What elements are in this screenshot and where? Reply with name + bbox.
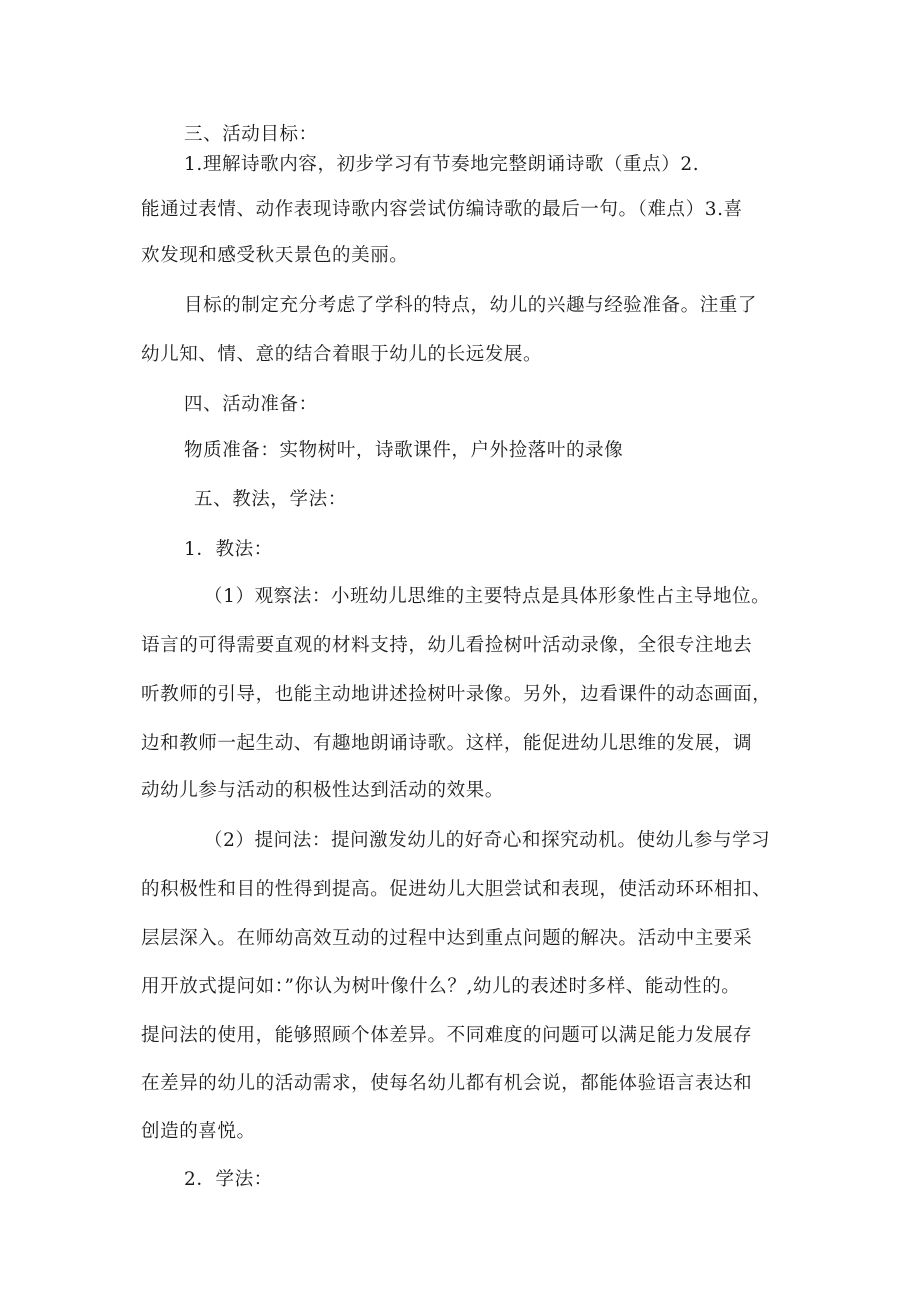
subheading-teaching-method: 1．教法： <box>184 539 273 560</box>
questioning-line-3: 层层深入。在师幼高效互动的过程中达到重点问题的解决。活动中主要采 <box>141 928 753 949</box>
goal-paragraph-line-2: 幼儿知、情、意的结合着眼于幼儿的长远发展。 <box>141 344 543 365</box>
observation-line-4: 边和教师一起生动、有趣地朗诵诗歌。这样，能促进幼儿思维的发展，调 <box>141 733 753 754</box>
observation-line-3: 听教师的引导，也能主动地讲述捡树叶录像。另外，边看课件的动态画面， <box>141 684 772 705</box>
section-heading-preparation: 四、活动准备： <box>184 394 318 415</box>
section-heading-goals: 三、活动目标： <box>184 124 318 145</box>
questioning-line-5: 提问法的使用，能够照顾个体差异。不同难度的问题可以满足能力发展存 <box>141 1025 753 1046</box>
goal-paragraph-line-1: 目标的制定充分考虑了学科的特点，幼儿的兴趣与经验准备。注重了 <box>184 295 758 316</box>
questioning-line-2: 的积极性和目的性得到提高。促进幼儿大胆尝试和表现，使活动环环相扣、 <box>141 879 772 900</box>
preparation-line: 物质准备：实物树叶，诗歌课件，户外捡落叶的录像 <box>184 440 624 461</box>
observation-line-1: （1）观察法：小班幼儿思维的主要特点是具体形象性占主导地位。 <box>204 586 771 607</box>
questioning-line-6: 在差异的幼儿的活动需求，使每名幼儿都有机会说，都能体验语言表达和 <box>141 1073 753 1094</box>
questioning-line-1: （2）提问法：提问激发幼儿的好奇心和探究动机。使幼儿参与学习 <box>204 830 771 851</box>
observation-line-2: 语言的可得需要直观的材料支持，幼儿看捡树叶活动录像，全很专注地去 <box>141 635 753 656</box>
questioning-line-4: 用开放式提问如：”你认为树叶像什么？,幼儿的表述时多样、能动性的。 <box>141 976 741 997</box>
goal-line-1: 1.理解诗歌内容，初步学习有节奏地完整朗诵诗歌（重点）2. <box>184 154 700 175</box>
section-heading-methods: 五、教法，学法： <box>194 489 347 510</box>
goal-line-2: 能通过表情、动作表现诗歌内容尝试仿编诗歌的最后一句。（难点）3.喜 <box>141 199 743 220</box>
questioning-line-7: 创造的喜悦。 <box>141 1121 256 1142</box>
goal-line-3: 欢发现和感受秋天景色的美丽。 <box>141 245 409 266</box>
subheading-learning-method: 2．学法： <box>184 1169 273 1190</box>
observation-line-5: 动幼儿参与活动的积极性达到活动的效果。 <box>141 780 504 801</box>
